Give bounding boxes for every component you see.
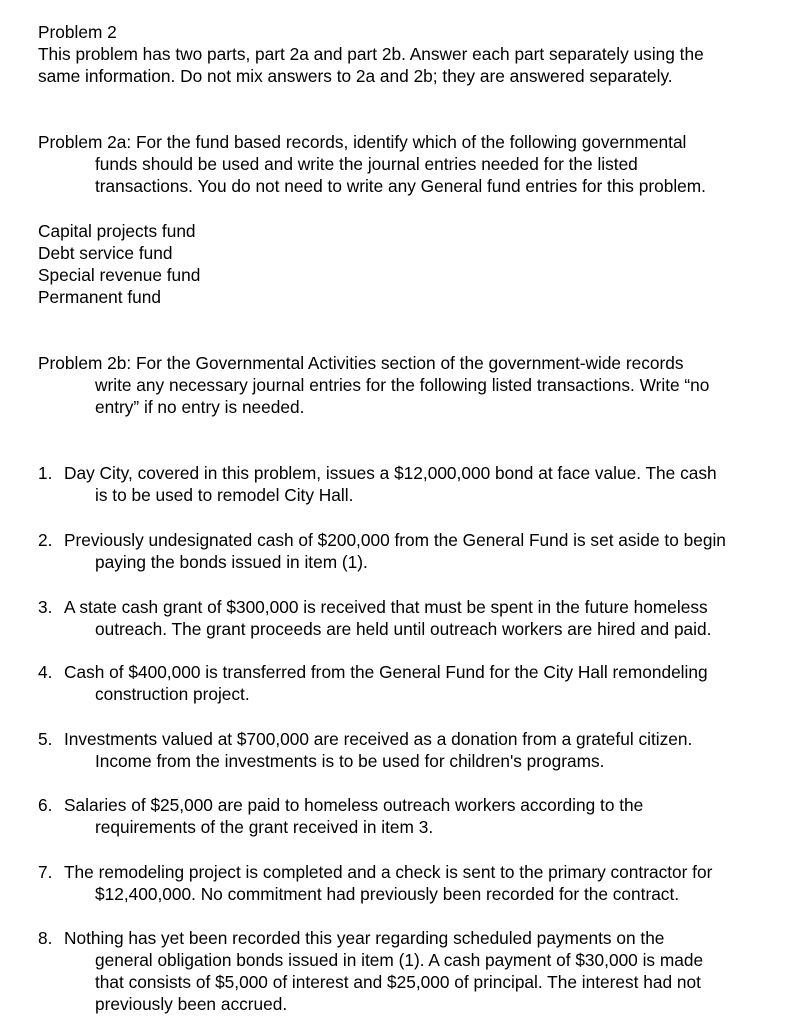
item-6-number: 6.	[38, 795, 53, 815]
item-3-line-2: outreach. The grant proceeds are held until outreach workers are hired and paid.	[95, 619, 712, 639]
item-5-line-2: Income from the investments is to be used for children's programs.	[95, 751, 605, 771]
item-3-number: 3.	[38, 597, 53, 617]
item-2-number: 2.	[38, 530, 53, 550]
item-8-line-2: general obligation bonds issued in item (1). A cash payment of $30,000 is made	[95, 950, 704, 970]
item-8-line-1: Nothing has yet been recorded this year regarding scheduled payments on the	[64, 928, 665, 948]
item-6-line-2: requirements of the grant received in item 3.	[95, 817, 434, 837]
item-5-number: 5.	[38, 729, 53, 749]
item-7-line-1: The remodeling project is completed and a check is sent to the primary contractor for	[64, 862, 713, 882]
problem-title: Problem 2	[38, 22, 117, 42]
fund-debt-service: Debt service fund	[38, 243, 173, 263]
intro-line-1: This problem has two parts, part 2a and part 2b. Answer each part separately using the	[38, 44, 704, 64]
item-8-line-4: previously been accrued.	[95, 994, 288, 1014]
item-8-number: 8.	[38, 928, 53, 948]
item-5-line-1: Investments valued at $700,000 are received as a donation from a grateful citizen.	[64, 729, 693, 749]
item-3-line-1: A state cash grant of $300,000 is received that must be spent in the future homeless	[64, 597, 708, 617]
item-7-number: 7.	[38, 862, 53, 882]
item-8-line-3: that consists of $5,000 of interest and $25,000 of principal. The interest had not	[95, 972, 701, 992]
part-2a-line-2: funds should be used and write the journal entries needed for the listed	[95, 154, 638, 174]
fund-capital-projects: Capital projects fund	[38, 221, 196, 241]
intro-line-2: same information. Do not mix answers to 2a and 2b; they are answered separately.	[38, 66, 673, 86]
item-1-number: 1.	[38, 463, 53, 483]
item-4-line-2: construction project.	[95, 684, 250, 704]
fund-permanent: Permanent fund	[38, 287, 161, 307]
item-1-line-1: Day City, covered in this problem, issues a $12,000,000 bond at face value. The cash	[64, 463, 717, 483]
item-7-line-2: $12,400,000. No commitment had previously been recorded for the contract.	[95, 884, 680, 904]
part-2a-line-3: transactions. You do not need to write any General fund entries for this problem.	[95, 176, 706, 196]
item-6-line-1: Salaries of $25,000 are paid to homeless outreach workers according to the	[64, 795, 644, 815]
fund-special-revenue: Special revenue fund	[38, 265, 201, 285]
item-1-line-2: is to be used to remodel City Hall.	[95, 485, 354, 505]
part-2b-line-2: write any necessary journal entries for the following listed transactions. Write “no	[95, 375, 710, 395]
item-2-line-2: paying the bonds issued in item (1).	[95, 552, 368, 572]
part-2b-line-1: Problem 2b: For the Governmental Activities section of the government-wide records	[38, 353, 684, 373]
item-4-number: 4.	[38, 662, 53, 682]
part-2b-line-3: entry” if no entry is needed.	[95, 397, 305, 417]
item-4-line-1: Cash of $400,000 is transferred from the General Fund for the City Hall remondeling	[64, 662, 708, 682]
part-2a-line-1: Problem 2a: For the fund based records, identify which of the following governmental	[38, 132, 687, 152]
item-2-line-1: Previously undesignated cash of $200,000 from the General Fund is set aside to begin	[64, 530, 726, 550]
